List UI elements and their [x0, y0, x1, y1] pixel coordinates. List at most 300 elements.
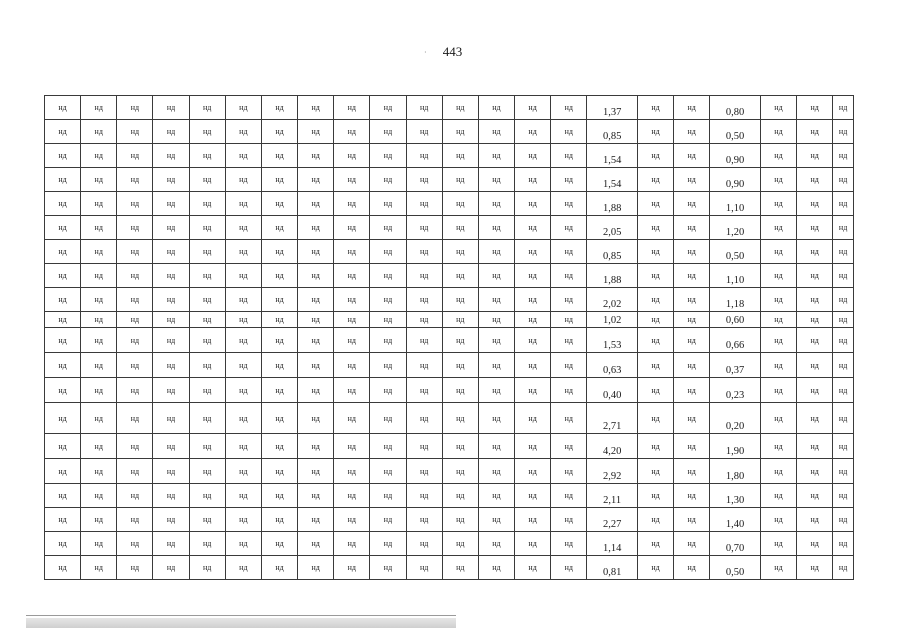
nd-cell: нд: [515, 240, 551, 264]
nd-cell: нд: [334, 328, 370, 353]
nd-cell: нд: [760, 288, 796, 312]
nd-cell: нд: [45, 168, 81, 192]
value-cell: 1,54: [587, 144, 638, 168]
nd-cell: нд: [81, 434, 117, 459]
nd-cell: нд: [833, 216, 854, 240]
nd-cell: нд: [225, 120, 261, 144]
nd-cell: нд: [515, 508, 551, 532]
nd-cell: нд: [334, 556, 370, 580]
nd-cell: нд: [637, 120, 673, 144]
nd-cell: нд: [637, 168, 673, 192]
nd-cell: нд: [515, 556, 551, 580]
nd-cell: нд: [370, 459, 406, 484]
nd-cell: нд: [674, 353, 710, 378]
nd-cell: нд: [551, 216, 587, 240]
nd-cell: нд: [515, 353, 551, 378]
nd-cell: нд: [117, 459, 153, 484]
data-table-body: [45, 96, 854, 580]
nd-cell: нд: [225, 96, 261, 120]
nd-cell: нд: [442, 556, 478, 580]
nd-cell: нд: [261, 216, 297, 240]
nd-cell: нд: [298, 192, 334, 216]
nd-cell: нд: [81, 459, 117, 484]
nd-cell: нд: [117, 353, 153, 378]
value-cell: 0,90: [710, 144, 761, 168]
nd-cell: нд: [334, 403, 370, 434]
nd-cell: нд: [551, 96, 587, 120]
nd-cell: нд: [370, 484, 406, 508]
nd-cell: нд: [45, 459, 81, 484]
nd-cell: нд: [760, 378, 796, 403]
nd-cell: нд: [406, 328, 442, 353]
value-cell: 0,70: [710, 532, 761, 556]
value-cell: 2,27: [587, 508, 638, 532]
nd-cell: нд: [551, 378, 587, 403]
value-cell: 1,54: [587, 168, 638, 192]
nd-cell: нд: [674, 96, 710, 120]
nd-cell: нд: [478, 192, 514, 216]
table-row: [45, 532, 854, 556]
nd-cell: нд: [298, 264, 334, 288]
nd-cell: нд: [153, 96, 189, 120]
table-row: [45, 403, 854, 434]
nd-cell: нд: [442, 312, 478, 328]
nd-cell: нд: [797, 240, 833, 264]
footer-scan-bar: [26, 618, 456, 628]
value-cell: 0,50: [710, 240, 761, 264]
value-cell: 1,10: [710, 264, 761, 288]
nd-cell: нд: [261, 120, 297, 144]
nd-cell: нд: [117, 288, 153, 312]
nd-cell: нд: [45, 264, 81, 288]
nd-cell: нд: [298, 288, 334, 312]
nd-cell: нд: [515, 96, 551, 120]
nd-cell: нд: [442, 144, 478, 168]
value-cell: 0,50: [710, 556, 761, 580]
nd-cell: нд: [674, 240, 710, 264]
nd-cell: нд: [189, 378, 225, 403]
table-row: [45, 168, 854, 192]
nd-cell: нд: [45, 556, 81, 580]
nd-cell: нд: [442, 168, 478, 192]
nd-cell: нд: [760, 328, 796, 353]
value-cell: 0,23: [710, 378, 761, 403]
footer-rule: [26, 615, 456, 616]
nd-cell: нд: [551, 434, 587, 459]
nd-cell: нд: [674, 288, 710, 312]
nd-cell: нд: [189, 144, 225, 168]
nd-cell: нд: [225, 484, 261, 508]
nd-cell: нд: [442, 192, 478, 216]
nd-cell: нд: [153, 168, 189, 192]
nd-cell: нд: [551, 144, 587, 168]
nd-cell: нд: [442, 240, 478, 264]
nd-cell: нд: [637, 508, 673, 532]
nd-cell: нд: [674, 484, 710, 508]
nd-cell: нд: [225, 353, 261, 378]
nd-cell: нд: [797, 508, 833, 532]
nd-cell: нд: [442, 459, 478, 484]
nd-cell: нд: [298, 378, 334, 403]
nd-cell: нд: [797, 168, 833, 192]
nd-cell: нд: [189, 312, 225, 328]
nd-cell: нд: [153, 240, 189, 264]
nd-cell: нд: [298, 556, 334, 580]
value-cell: 0,20: [710, 403, 761, 434]
nd-cell: нд: [797, 144, 833, 168]
nd-cell: нд: [334, 532, 370, 556]
nd-cell: нд: [81, 168, 117, 192]
nd-cell: нд: [370, 508, 406, 532]
nd-cell: нд: [833, 288, 854, 312]
table-row: [45, 556, 854, 580]
nd-cell: нд: [551, 192, 587, 216]
nd-cell: нд: [261, 96, 297, 120]
nd-cell: нд: [153, 459, 189, 484]
nd-cell: нд: [637, 192, 673, 216]
nd-cell: нд: [153, 508, 189, 532]
nd-cell: нд: [797, 484, 833, 508]
nd-cell: нд: [153, 288, 189, 312]
nd-cell: нд: [334, 312, 370, 328]
nd-cell: нд: [153, 328, 189, 353]
nd-cell: нд: [81, 508, 117, 532]
nd-cell: нд: [833, 484, 854, 508]
nd-cell: нд: [189, 353, 225, 378]
nd-cell: нд: [674, 216, 710, 240]
nd-cell: нд: [406, 434, 442, 459]
nd-cell: нд: [261, 240, 297, 264]
nd-cell: нд: [637, 216, 673, 240]
nd-cell: нд: [81, 378, 117, 403]
table-row: [45, 484, 854, 508]
nd-cell: нд: [153, 434, 189, 459]
nd-cell: нд: [833, 120, 854, 144]
nd-cell: нд: [298, 144, 334, 168]
value-cell: 1,14: [587, 532, 638, 556]
nd-cell: нд: [298, 484, 334, 508]
value-cell: 2,05: [587, 216, 638, 240]
nd-cell: нд: [478, 216, 514, 240]
nd-cell: нд: [833, 264, 854, 288]
nd-cell: нд: [478, 168, 514, 192]
nd-cell: нд: [442, 120, 478, 144]
nd-cell: нд: [797, 216, 833, 240]
nd-cell: нд: [45, 532, 81, 556]
nd-cell: нд: [261, 288, 297, 312]
nd-cell: нд: [637, 288, 673, 312]
nd-cell: нд: [478, 353, 514, 378]
nd-cell: нд: [478, 532, 514, 556]
nd-cell: нд: [551, 288, 587, 312]
nd-cell: нд: [298, 120, 334, 144]
nd-cell: нд: [334, 192, 370, 216]
nd-cell: нд: [515, 192, 551, 216]
nd-cell: нд: [298, 508, 334, 532]
value-cell: 4,20: [587, 434, 638, 459]
table-row: [45, 216, 854, 240]
nd-cell: нд: [442, 378, 478, 403]
nd-cell: нд: [261, 556, 297, 580]
nd-cell: нд: [189, 168, 225, 192]
nd-cell: нд: [45, 508, 81, 532]
value-cell: 0,60: [710, 312, 761, 328]
nd-cell: нд: [81, 240, 117, 264]
nd-cell: нд: [81, 532, 117, 556]
nd-cell: нд: [406, 216, 442, 240]
nd-cell: нд: [406, 144, 442, 168]
nd-cell: нд: [478, 459, 514, 484]
nd-cell: нд: [442, 434, 478, 459]
nd-cell: нд: [515, 434, 551, 459]
nd-cell: нд: [334, 459, 370, 484]
value-cell: 1,80: [710, 459, 761, 484]
nd-cell: нд: [261, 378, 297, 403]
nd-cell: нд: [45, 144, 81, 168]
nd-cell: нд: [81, 264, 117, 288]
nd-cell: нд: [833, 459, 854, 484]
nd-cell: нд: [797, 459, 833, 484]
nd-cell: нд: [637, 556, 673, 580]
data-table: [44, 95, 854, 580]
nd-cell: нд: [551, 328, 587, 353]
nd-cell: нд: [833, 532, 854, 556]
nd-cell: нд: [189, 459, 225, 484]
nd-cell: нд: [153, 532, 189, 556]
nd-cell: нд: [478, 508, 514, 532]
nd-cell: нд: [478, 264, 514, 288]
table-row: [45, 434, 854, 459]
nd-cell: нд: [370, 328, 406, 353]
nd-cell: нд: [298, 216, 334, 240]
nd-cell: нд: [406, 288, 442, 312]
value-cell: 0,85: [587, 120, 638, 144]
nd-cell: нд: [370, 434, 406, 459]
nd-cell: нд: [225, 192, 261, 216]
nd-cell: нд: [153, 144, 189, 168]
nd-cell: нд: [189, 403, 225, 434]
nd-cell: нд: [225, 508, 261, 532]
nd-cell: нд: [797, 120, 833, 144]
nd-cell: нд: [370, 378, 406, 403]
nd-cell: нд: [442, 96, 478, 120]
nd-cell: нд: [760, 532, 796, 556]
value-cell: 0,40: [587, 378, 638, 403]
nd-cell: нд: [406, 403, 442, 434]
value-cell: 1,30: [710, 484, 761, 508]
nd-cell: нд: [515, 459, 551, 484]
page-number-area: [0, 44, 905, 60]
nd-cell: нд: [833, 144, 854, 168]
nd-cell: нд: [81, 328, 117, 353]
nd-cell: нд: [45, 240, 81, 264]
nd-cell: нд: [81, 353, 117, 378]
nd-cell: нд: [225, 144, 261, 168]
nd-cell: нд: [674, 192, 710, 216]
nd-cell: нд: [551, 120, 587, 144]
nd-cell: нд: [117, 508, 153, 532]
nd-cell: нд: [833, 312, 854, 328]
nd-cell: нд: [674, 532, 710, 556]
value-cell: 1,20: [710, 216, 761, 240]
nd-cell: нд: [637, 459, 673, 484]
nd-cell: нд: [298, 459, 334, 484]
nd-cell: нд: [833, 192, 854, 216]
nd-cell: нд: [406, 532, 442, 556]
nd-cell: нд: [334, 264, 370, 288]
nd-cell: нд: [760, 508, 796, 532]
nd-cell: нд: [189, 434, 225, 459]
nd-cell: нд: [298, 353, 334, 378]
value-cell: 1,02: [587, 312, 638, 328]
nd-cell: нд: [334, 96, 370, 120]
nd-cell: нд: [81, 144, 117, 168]
nd-cell: нд: [45, 353, 81, 378]
nd-cell: нд: [442, 288, 478, 312]
nd-cell: нд: [261, 484, 297, 508]
nd-cell: нд: [406, 264, 442, 288]
nd-cell: нд: [674, 144, 710, 168]
nd-cell: нд: [797, 192, 833, 216]
nd-cell: нд: [478, 120, 514, 144]
nd-cell: нд: [760, 434, 796, 459]
nd-cell: нд: [261, 264, 297, 288]
value-cell: 1,88: [587, 192, 638, 216]
table-row: [45, 328, 854, 353]
nd-cell: нд: [515, 120, 551, 144]
nd-cell: нд: [45, 484, 81, 508]
nd-cell: нд: [261, 532, 297, 556]
nd-cell: нд: [45, 288, 81, 312]
nd-cell: нд: [833, 434, 854, 459]
nd-cell: нд: [515, 328, 551, 353]
table-row: [45, 96, 854, 120]
nd-cell: нд: [334, 378, 370, 403]
value-cell: 1,18: [710, 288, 761, 312]
nd-cell: нд: [117, 532, 153, 556]
nd-cell: нд: [760, 312, 796, 328]
value-cell: 0,80: [710, 96, 761, 120]
nd-cell: нд: [637, 532, 673, 556]
nd-cell: нд: [334, 508, 370, 532]
nd-cell: нд: [261, 144, 297, 168]
nd-cell: нд: [406, 556, 442, 580]
value-cell: 1,37: [587, 96, 638, 120]
nd-cell: нд: [153, 264, 189, 288]
nd-cell: нд: [760, 459, 796, 484]
nd-cell: нд: [370, 288, 406, 312]
nd-cell: нд: [637, 264, 673, 288]
nd-cell: нд: [637, 240, 673, 264]
nd-cell: нд: [370, 96, 406, 120]
nd-cell: нд: [478, 144, 514, 168]
nd-cell: нд: [334, 216, 370, 240]
page-number: 443: [442, 44, 463, 59]
nd-cell: нд: [551, 508, 587, 532]
nd-cell: нд: [833, 556, 854, 580]
nd-cell: нд: [833, 353, 854, 378]
nd-cell: нд: [760, 484, 796, 508]
nd-cell: нд: [261, 168, 297, 192]
nd-cell: нд: [674, 120, 710, 144]
nd-cell: нд: [225, 264, 261, 288]
nd-cell: нд: [370, 312, 406, 328]
nd-cell: нд: [674, 378, 710, 403]
nd-cell: нд: [478, 378, 514, 403]
nd-cell: нд: [515, 532, 551, 556]
nd-cell: нд: [117, 312, 153, 328]
nd-cell: нд: [298, 403, 334, 434]
nd-cell: нд: [760, 192, 796, 216]
nd-cell: нд: [225, 556, 261, 580]
nd-cell: нд: [406, 459, 442, 484]
nd-cell: нд: [225, 459, 261, 484]
nd-cell: нд: [406, 378, 442, 403]
nd-cell: нд: [833, 403, 854, 434]
nd-cell: нд: [760, 403, 796, 434]
nd-cell: нд: [551, 532, 587, 556]
nd-cell: нд: [45, 96, 81, 120]
nd-cell: нд: [117, 168, 153, 192]
nd-cell: нд: [833, 328, 854, 353]
nd-cell: нд: [225, 532, 261, 556]
nd-cell: нд: [189, 556, 225, 580]
nd-cell: нд: [797, 353, 833, 378]
nd-cell: нд: [551, 556, 587, 580]
nd-cell: нд: [117, 556, 153, 580]
nd-cell: нд: [442, 328, 478, 353]
nd-cell: нд: [81, 216, 117, 240]
nd-cell: нд: [442, 508, 478, 532]
nd-cell: нд: [674, 312, 710, 328]
nd-cell: нд: [153, 216, 189, 240]
nd-cell: нд: [370, 216, 406, 240]
nd-cell: нд: [81, 484, 117, 508]
nd-cell: нд: [833, 508, 854, 532]
nd-cell: нд: [117, 216, 153, 240]
nd-cell: нд: [370, 168, 406, 192]
nd-cell: нд: [334, 240, 370, 264]
nd-cell: нд: [515, 484, 551, 508]
value-cell: 1,90: [710, 434, 761, 459]
nd-cell: нд: [117, 403, 153, 434]
value-cell: 0,85: [587, 240, 638, 264]
value-cell: 2,71: [587, 403, 638, 434]
nd-cell: нд: [370, 240, 406, 264]
nd-cell: нд: [637, 144, 673, 168]
nd-cell: нд: [298, 240, 334, 264]
nd-cell: нд: [298, 168, 334, 192]
nd-cell: нд: [406, 484, 442, 508]
nd-cell: нд: [637, 96, 673, 120]
nd-cell: нд: [117, 328, 153, 353]
nd-cell: нд: [478, 556, 514, 580]
nd-cell: нд: [760, 353, 796, 378]
nd-cell: нд: [189, 264, 225, 288]
nd-cell: нд: [551, 403, 587, 434]
nd-cell: нд: [797, 556, 833, 580]
nd-cell: нд: [760, 96, 796, 120]
nd-cell: нд: [637, 312, 673, 328]
nd-cell: нд: [370, 192, 406, 216]
nd-cell: нд: [189, 120, 225, 144]
nd-cell: нд: [406, 120, 442, 144]
nd-cell: нд: [442, 484, 478, 508]
nd-cell: нд: [153, 353, 189, 378]
nd-cell: нд: [674, 264, 710, 288]
nd-cell: нд: [797, 288, 833, 312]
nd-cell: нд: [833, 378, 854, 403]
